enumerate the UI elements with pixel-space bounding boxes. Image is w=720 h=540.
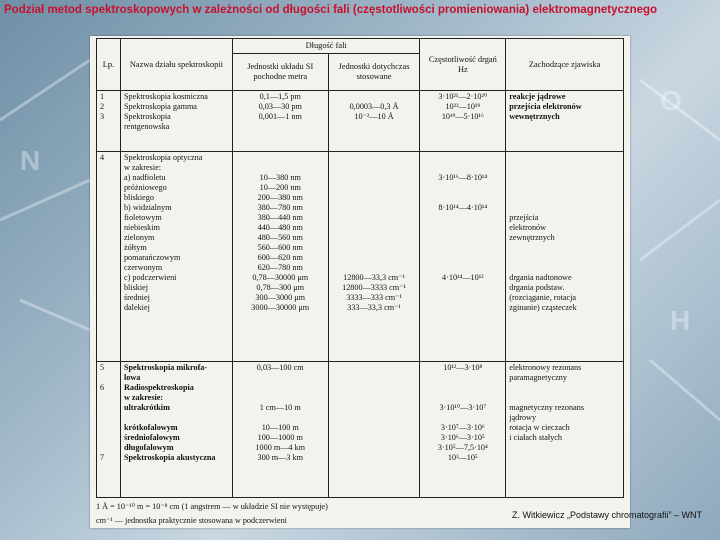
cell-line xyxy=(332,223,417,233)
svg-text:N: N xyxy=(20,145,41,176)
cell-line xyxy=(100,403,117,413)
cell-line: bliskiej xyxy=(123,282,149,292)
cell-freq xyxy=(420,91,506,152)
cell-line xyxy=(332,193,417,203)
cell-line xyxy=(332,163,417,173)
slide-title: Podział metod spektroskopowych w zależności od długości fali (częstotliwości promieniowania) elektromagnetycznego xyxy=(4,4,658,16)
cell-line: 5 xyxy=(100,363,105,373)
cell-line: dalekiej xyxy=(123,302,150,312)
cell-line: 0,78—30000 μm xyxy=(252,272,309,282)
cell-line xyxy=(332,423,417,433)
cell-line: zginanie) cząsteczek xyxy=(509,302,577,312)
cell-line: jądrowy xyxy=(509,413,537,423)
cell-line xyxy=(332,253,417,263)
table-row xyxy=(97,362,624,498)
cell-line: przejścia xyxy=(509,212,539,222)
source-credit: Z. Witkiewicz „Podstawy chromatografii” – WNT xyxy=(511,510,702,520)
cell-line xyxy=(332,213,417,223)
spectroscopy-table xyxy=(96,38,624,498)
cell-line: próżniowego xyxy=(123,182,167,192)
cell-line: długofalowym xyxy=(123,443,174,453)
cell-line: w zakresie: xyxy=(123,162,162,172)
cell-line xyxy=(236,383,325,393)
cell-freq xyxy=(420,151,506,362)
cell-line: drgania podstaw. xyxy=(509,282,565,292)
cell-lp xyxy=(97,91,121,152)
cell-line: krótkofalowym xyxy=(123,423,178,433)
cell-line: 10—380 nm xyxy=(259,172,301,182)
cell-line: 3·10¹⁰—3·10⁷ xyxy=(439,403,487,413)
cell-line xyxy=(423,413,502,423)
cell-line: 8·10¹⁴—4·10¹⁴ xyxy=(438,202,488,212)
cell-line: magnetyczny rezonans xyxy=(509,403,585,413)
cell-line: 10³—10⁵ xyxy=(447,453,478,463)
cell-line: elektronów xyxy=(509,222,547,232)
cell-line: 4 xyxy=(100,152,105,162)
cell-si xyxy=(232,362,328,498)
footnote-angstrom: 1 Å = 10⁻¹⁰ m = 10⁻⁸ cm (1 angstrem — w układzie SI nie występuje) xyxy=(96,502,328,511)
cell-line: 480—560 nm xyxy=(257,232,303,242)
cell-line xyxy=(423,383,502,393)
cell-line xyxy=(332,443,417,453)
cell-phen xyxy=(506,91,624,152)
cell-line xyxy=(509,163,620,173)
cell-line xyxy=(100,443,117,453)
cell-line: Spektroskopia akustyczna xyxy=(123,453,216,463)
cell-line xyxy=(332,263,417,273)
cell-line: bliskiego xyxy=(123,192,154,202)
cell-line xyxy=(332,373,417,383)
cell-line xyxy=(332,153,417,163)
cell-line: 300 m—3 km xyxy=(257,453,303,463)
svg-text:H: H xyxy=(670,305,691,336)
cell-line xyxy=(423,213,502,223)
table-row xyxy=(97,91,624,152)
cell-line xyxy=(423,373,502,383)
cell-line: 333—33,3 cm⁻¹ xyxy=(347,302,401,312)
cell-line: ultrakrótkim xyxy=(123,403,170,413)
cell-line: 3·10²¹—2·10²⁰ xyxy=(438,92,488,102)
cell-line xyxy=(332,363,417,373)
cell-line xyxy=(509,173,620,183)
cell-line: elektronowy rezonans xyxy=(509,363,582,373)
cell-line: i ciałach stałych xyxy=(509,433,562,443)
header-wavelength: Długość fali xyxy=(232,39,420,54)
cell-line: 6 xyxy=(100,383,105,393)
cell-line xyxy=(236,153,325,163)
cell-si xyxy=(232,91,328,152)
cell-line: 1 xyxy=(100,92,105,102)
cell-line: Spektroskopia mikrofa- xyxy=(123,363,208,373)
header-phenomena: Zachodzące zjawiska xyxy=(506,39,624,91)
cell-line xyxy=(332,413,417,423)
svg-text:O: O xyxy=(660,85,682,116)
cell-prev xyxy=(328,362,420,498)
cell-lp xyxy=(97,362,121,498)
cell-line: rotacja w cieczach xyxy=(509,423,570,433)
cell-line: wewnętrznych xyxy=(509,112,560,122)
cell-line: 7 xyxy=(100,453,105,463)
cell-name xyxy=(120,91,232,152)
cell-line xyxy=(509,243,620,253)
cell-line: 4·10¹⁴—10¹² xyxy=(442,272,484,282)
cell-line xyxy=(100,373,117,383)
cell-phen xyxy=(506,362,624,498)
cell-line: Spektroskopia xyxy=(123,112,171,122)
cell-line: Radiospektroskopia xyxy=(123,383,194,393)
cell-line xyxy=(423,283,502,293)
cell-line: przejścia elektronów xyxy=(509,102,582,112)
cell-line: rentgenowska xyxy=(123,122,170,132)
cell-line xyxy=(509,183,620,193)
cell-line: c) podczerwieni xyxy=(123,272,177,282)
cell-line xyxy=(423,293,502,303)
cell-line: Spektroskopia gamma xyxy=(123,102,197,112)
cell-line xyxy=(509,193,620,203)
cell-line xyxy=(509,153,620,163)
cell-line xyxy=(332,203,417,213)
cell-line xyxy=(332,403,417,413)
cell-line: 200—380 nm xyxy=(257,192,303,202)
cell-line: 0,03—30 pm xyxy=(258,102,302,112)
cell-line: lowa xyxy=(123,373,141,383)
cell-line: zewnętrznych xyxy=(509,232,555,242)
cell-line xyxy=(332,383,417,393)
cell-line: 0,03—100 cm xyxy=(256,363,304,373)
cell-line: 10—100 m xyxy=(261,423,299,433)
cell-line: pomarańczowym xyxy=(123,252,181,262)
cell-line xyxy=(423,253,502,263)
cell-line: 380—440 nm xyxy=(257,212,303,222)
footnotes xyxy=(96,500,328,528)
cell-line: b) widzialnym xyxy=(123,202,172,212)
cell-line: 12800—3333 cm⁻¹ xyxy=(342,282,406,292)
cell-line xyxy=(100,393,117,403)
cell-line: 3·10⁷—3·10⁶ xyxy=(440,423,485,433)
cell-line: 10—200 nm xyxy=(259,182,301,192)
cell-line: średniej xyxy=(123,292,150,302)
cell-line xyxy=(509,393,620,403)
cell-line: 100—1000 m xyxy=(257,433,303,443)
cell-line xyxy=(236,163,325,173)
cell-line: 3 xyxy=(100,112,105,122)
cell-line xyxy=(332,453,417,463)
cell-line xyxy=(332,92,417,102)
cell-line xyxy=(509,253,620,263)
cell-line xyxy=(236,413,325,423)
cell-line xyxy=(509,383,620,393)
cell-line: fioletowym xyxy=(123,212,162,222)
footnote-wavenumber: cm⁻¹ — jednostka praktycznie stosowana w podczerwieni xyxy=(96,516,287,525)
cell-line xyxy=(509,263,620,273)
cell-line: 620—780 nm xyxy=(257,262,303,272)
cell-line: żółtym xyxy=(123,242,147,252)
cell-line xyxy=(100,423,117,433)
scanned-table-page xyxy=(90,36,630,528)
cell-line: niebieskim xyxy=(123,222,160,232)
cell-line xyxy=(423,243,502,253)
header-name: Nazwa działu spektroskopii xyxy=(120,39,232,91)
cell-name xyxy=(120,362,232,498)
cell-line: 10¹²—3·10⁸ xyxy=(443,363,483,373)
cell-line: 380—780 nm xyxy=(257,202,303,212)
header-si-units: Jednostki układu SI pochodne metra xyxy=(232,53,328,91)
cell-line: Spektroskopia kosmiczna xyxy=(123,92,208,102)
cell-line xyxy=(423,303,502,313)
cell-freq xyxy=(420,362,506,498)
cell-line: Spektroskopia optyczna xyxy=(123,152,203,162)
cell-line: 0,0003—0,3 Å xyxy=(349,102,399,112)
cell-line: 2 xyxy=(100,102,105,112)
cell-line xyxy=(332,233,417,243)
cell-line: 1 cm—10 m xyxy=(259,403,301,413)
cell-name xyxy=(120,151,232,362)
cell-phen xyxy=(506,151,624,362)
cell-line xyxy=(509,443,620,453)
cell-line: 3333—333 cm⁻¹ xyxy=(346,292,402,302)
cell-line: 0,1—1,5 pm xyxy=(259,92,301,102)
cell-line xyxy=(332,173,417,183)
cell-si xyxy=(232,151,328,362)
cell-line: czerwonym xyxy=(123,262,163,272)
header-prev-units: Jednostki dotychczas stosowane xyxy=(328,53,420,91)
cell-line xyxy=(423,233,502,243)
cell-line: 440—480 nm xyxy=(257,222,303,232)
cell-line xyxy=(423,153,502,163)
cell-line: 300—3000 μm xyxy=(255,292,306,302)
cell-line: 3·10¹⁶—8·10¹⁴ xyxy=(438,172,488,182)
table-row xyxy=(97,151,624,362)
cell-line: zielonym xyxy=(123,232,155,242)
cell-line: 1000 m—4 km xyxy=(255,443,306,453)
cell-line: (rozciąganie, rotacja xyxy=(509,292,577,302)
cell-line xyxy=(236,373,325,383)
cell-line: 10²²—10¹⁹ xyxy=(445,102,481,112)
cell-line: 560—600 nm xyxy=(257,242,303,252)
cell-line: 0,001—1 nm xyxy=(258,112,302,122)
cell-line: średniofalowym xyxy=(123,433,180,443)
cell-line xyxy=(100,433,117,443)
cell-line: 12800—33,3 cm⁻¹ xyxy=(343,272,405,282)
header-lp: Lp. xyxy=(97,39,121,91)
cell-line xyxy=(124,413,229,423)
cell-line xyxy=(236,393,325,403)
cell-line xyxy=(423,223,502,233)
cell-line: reakcje jądrowe xyxy=(509,92,566,102)
cell-line xyxy=(423,183,502,193)
cell-line xyxy=(332,183,417,193)
cell-line xyxy=(332,433,417,443)
header-frequency: Częstotliwość drgań Hz xyxy=(420,39,506,91)
cell-lp xyxy=(97,151,121,362)
cell-line: 10¹⁹—5·10¹⁶ xyxy=(441,112,484,122)
cell-line xyxy=(332,393,417,403)
cell-prev xyxy=(328,91,420,152)
cell-line: a) nadfioletu xyxy=(123,172,166,182)
cell-line: 0,78—300 μm xyxy=(256,282,305,292)
cell-line xyxy=(332,243,417,253)
cell-line: 3000—30000 μm xyxy=(251,302,310,312)
cell-line: w zakresie: xyxy=(123,393,164,403)
cell-line: 600—620 nm xyxy=(257,252,303,262)
cell-line: 3·10⁶—3·10⁵ xyxy=(440,433,485,443)
cell-line: paramagnetyczny xyxy=(509,373,567,383)
cell-line xyxy=(423,263,502,273)
cell-line: 3·10⁵—7,5·10⁴ xyxy=(437,443,488,453)
cell-line xyxy=(423,193,502,203)
cell-line: drgania nadtonowe xyxy=(509,272,572,282)
cell-line xyxy=(509,203,620,213)
cell-line xyxy=(100,413,117,423)
cell-line xyxy=(423,163,502,173)
cell-line xyxy=(509,453,620,463)
cell-line: 10⁻²—10 Å xyxy=(354,112,394,122)
cell-prev xyxy=(328,151,420,362)
cell-line xyxy=(423,393,502,403)
